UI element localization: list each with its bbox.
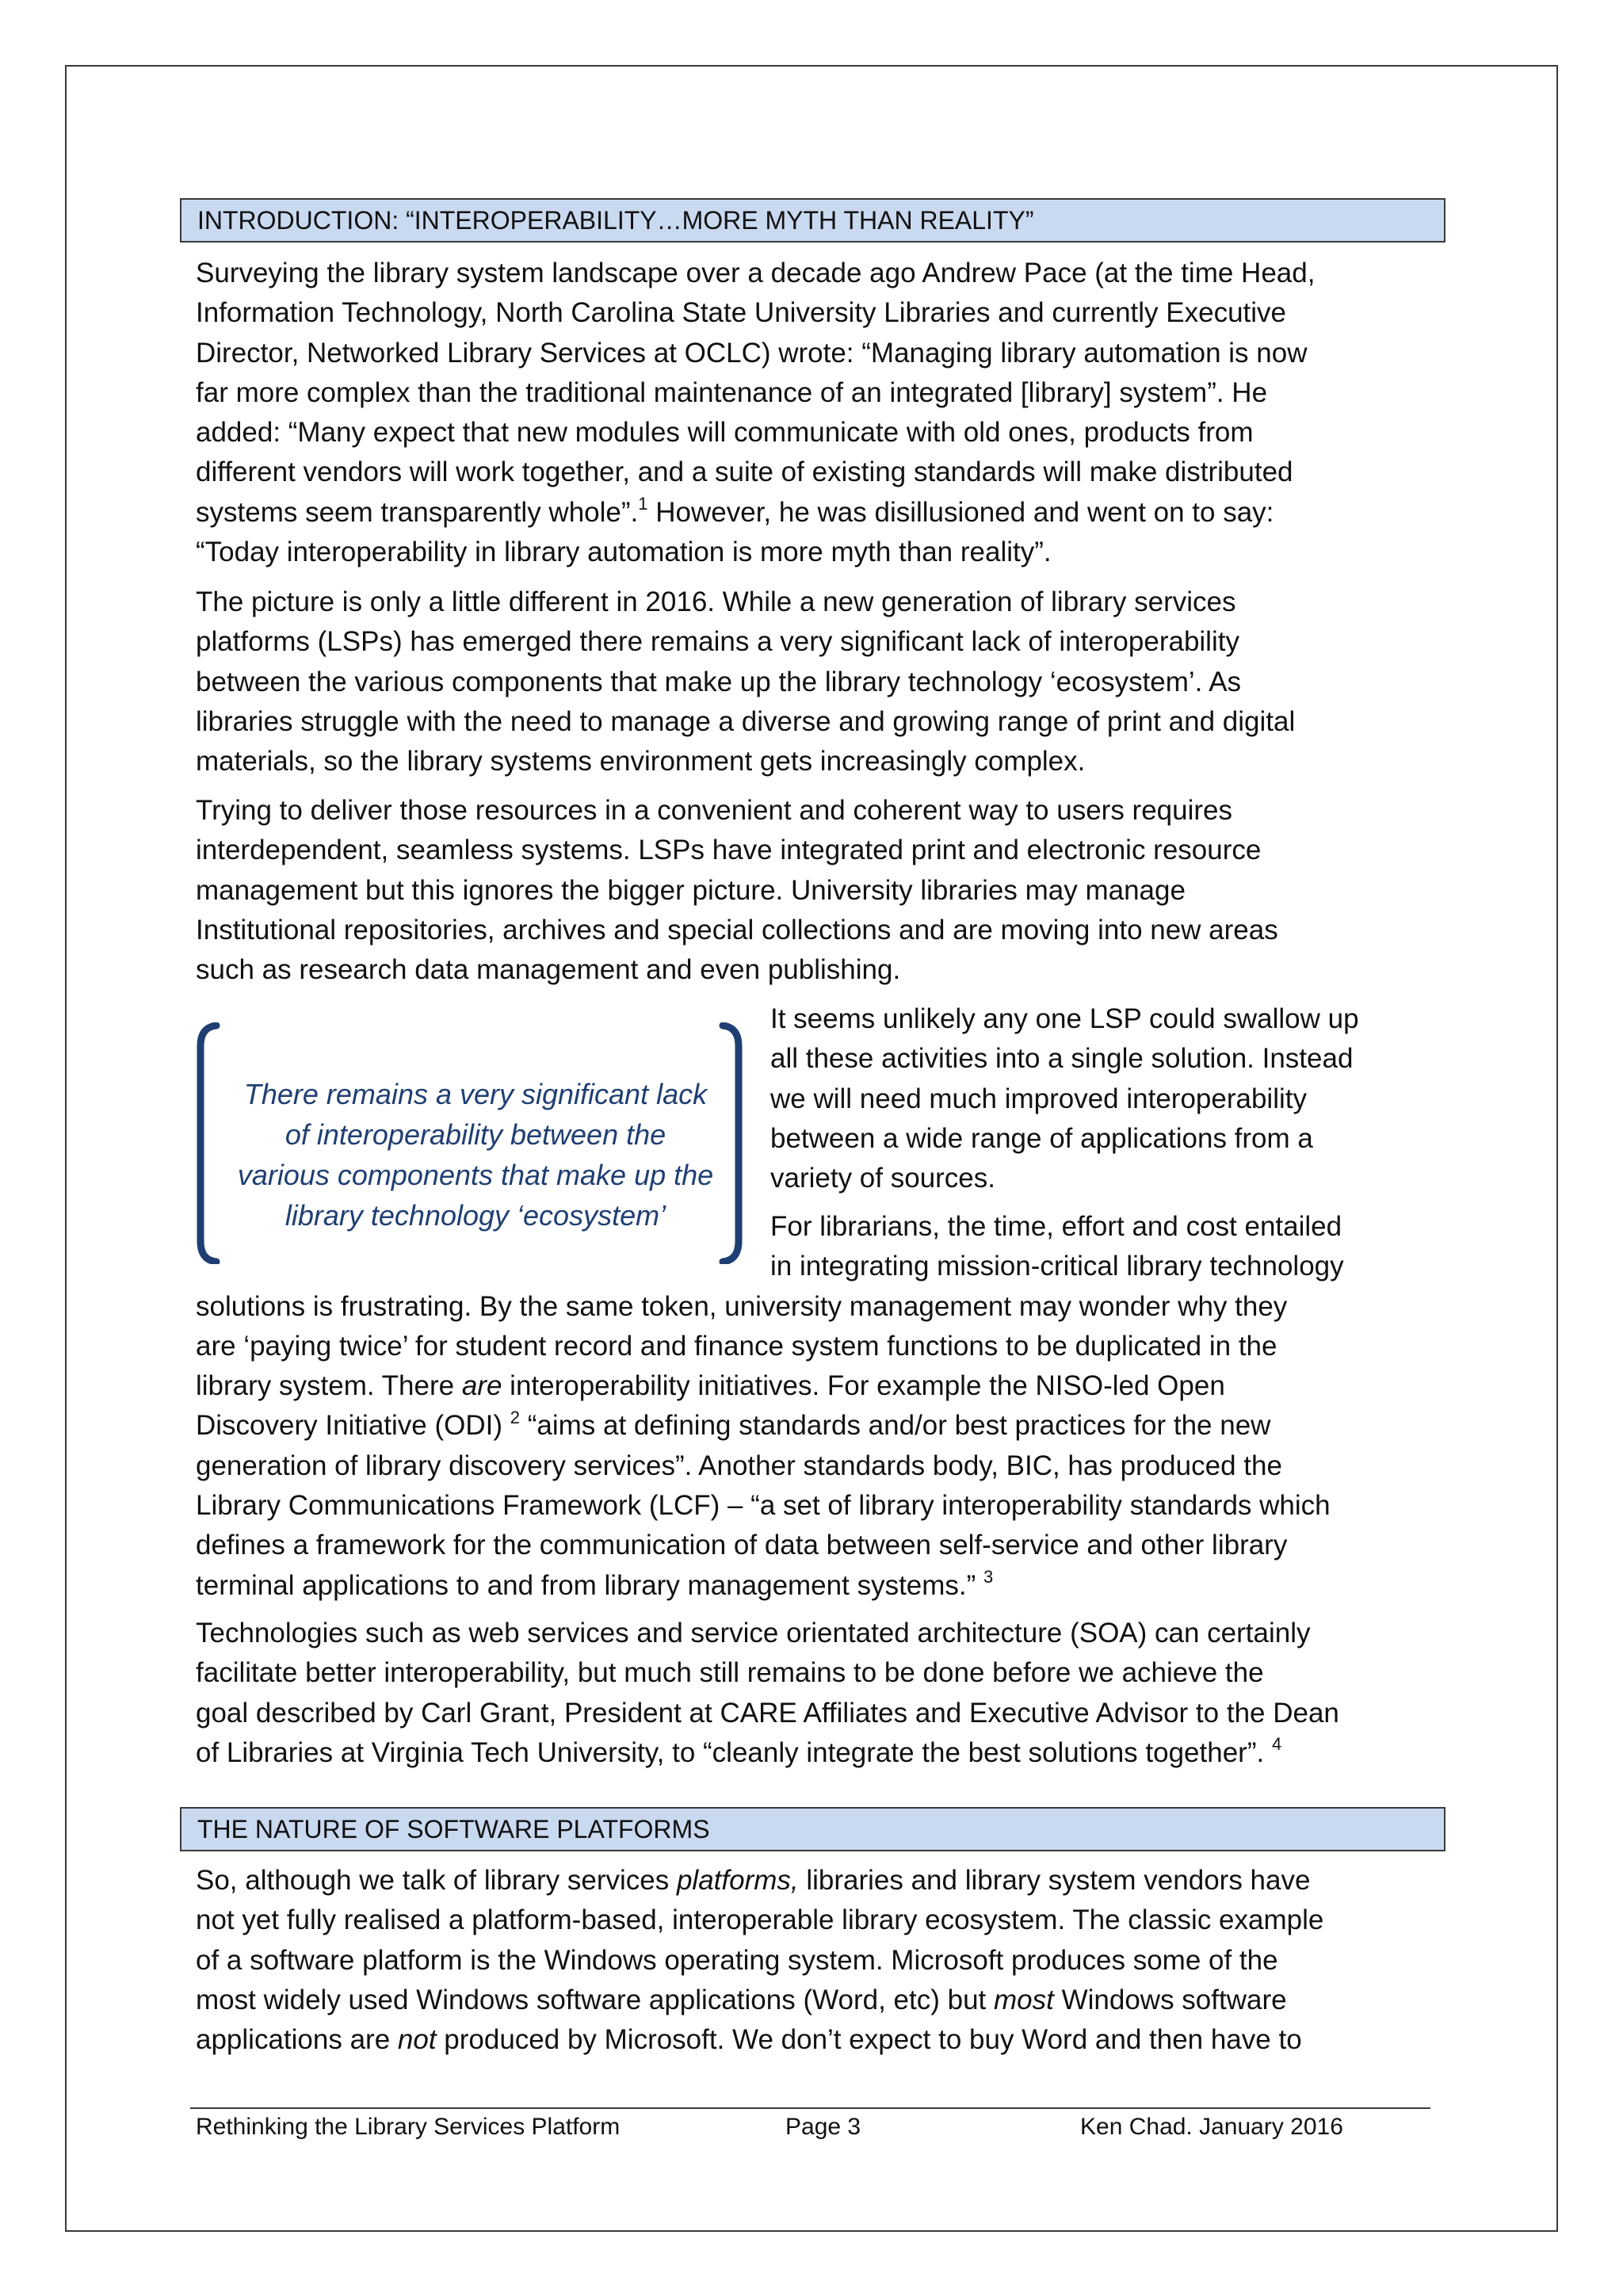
text-line: [196, 2020, 1448, 2060]
text-segment: Windows software: [1053, 1984, 1287, 2015]
footnote-ref-3[interactable]: 3: [983, 1567, 994, 1587]
text-line: generation of library discovery services”. Another standards body, BIC, has produced the: [196, 1450, 1282, 1481]
text-line: not yet fully realised a platform-based, interoperable library ecosystem. The classic example: [196, 1904, 1324, 1936]
footer-author-date: Ken Chad. January 2016: [1080, 2114, 1343, 2140]
text-line: “Today interoperability in library automation is more myth than reality”.: [196, 537, 1052, 568]
text-line: [196, 1406, 1448, 1446]
text-line: Trying to deliver those resources in a convenient and coherent way to users requires: [196, 795, 1233, 826]
paragraph-librarians: [196, 1207, 1448, 1606]
paragraph-technologies: [196, 1614, 1448, 1773]
paragraph-software-platforms: [196, 1861, 1448, 2060]
text-line: defines a framework for the communication of data between self-service and other library: [196, 1530, 1288, 1561]
paragraph-intro: [196, 254, 1448, 572]
text-line: between the various components that make up the library technology ‘ecosystem’. As: [196, 666, 1242, 697]
section-heading-software-platforms: THE NATURE OF SOFTWARE PLATFORMS: [180, 1807, 1445, 1851]
text-segment: produced by Microsoft. We don’t expect to buy Word and then have to: [436, 2024, 1302, 2056]
text-line: Director, Networked Library Services at OCLC) wrote: “Managing library automation is now: [196, 337, 1308, 369]
text-segment: most widely used Windows software applications (Word, etc) but: [196, 1984, 994, 2015]
quote-line: of interoperability between the: [285, 1118, 666, 1151]
text-segment: Discovery Initiative (ODI): [196, 1410, 510, 1442]
text-line: [196, 1733, 1448, 1773]
text-line: [196, 493, 1448, 533]
text-segment: So, although we talk of library services: [196, 1865, 677, 1896]
text-line: of a software platform is the Windows operating system. Microsoft produces some of the: [196, 1944, 1278, 1976]
text-line: such as research data management and even publishing.: [196, 954, 901, 986]
text-line: Technologies such as web services and service orientated architecture (SOA) can certainly: [196, 1618, 1311, 1648]
text-line: we will need much improved interoperability: [770, 1083, 1307, 1114]
text-line: variety of sources.: [770, 1163, 995, 1194]
text-segment: “aims at defining standards and/or best practices for the new: [520, 1410, 1271, 1442]
text-segment: interoperability initiatives. For example the NISO-led Open: [502, 1370, 1225, 1402]
paragraph-swallow-up: [770, 999, 1452, 1198]
text-line: added: “Many expect that new modules will communicate with old ones, products from: [196, 417, 1254, 449]
text-line: between a wide range of applications from a: [770, 1122, 1313, 1154]
quote-line: library technology ‘ecosystem’: [285, 1199, 666, 1232]
text-segment: libraries and library system vendors have: [798, 1865, 1311, 1896]
text-segment: terminal applications to and from library management systems.”: [196, 1569, 984, 1601]
text-line: Library Communications Framework (LCF) – “a set of library interoperability standards which: [196, 1490, 1331, 1522]
text-line: solutions is frustrating. By the same token, university management may wonder why they: [196, 1290, 1288, 1322]
text-line: all these activities into a single solution. Instead: [770, 1043, 1354, 1075]
footer-document-title: Rethinking the Library Services Platform: [196, 2114, 621, 2140]
text-segment: systems seem transparently whole”.: [196, 496, 639, 528]
text-line: platforms (LSPs) has emerged there remains a very significant lack of interoperability: [196, 626, 1239, 658]
text-line: far more complex than the traditional maintenance of an integrated [library] system”. He: [196, 376, 1268, 408]
paragraph-picture-2016: [196, 583, 1448, 781]
footnote-ref-2[interactable]: 2: [510, 1407, 520, 1427]
section-heading-introduction: INTRODUCTION: “INTEROPERABILITY…MORE MYTH THAN REALITY”: [180, 198, 1445, 243]
text-segment: library system. There: [196, 1370, 462, 1402]
footer-divider: [190, 2107, 1430, 2109]
text-line: [196, 1981, 1448, 2020]
text-line: facilitate better interoperability, but much still remains to be done before we achieve the: [196, 1657, 1264, 1689]
text-segment: However, he was disillusioned and went on to say:: [647, 496, 1274, 528]
text-segment: applications are: [196, 2024, 398, 2056]
emphasis: not: [397, 2024, 437, 2056]
text-line: [196, 1566, 1448, 1606]
text-line: goal described by Carl Grant, President at CARE Affiliates and Executive Advisor to the Dean: [196, 1697, 1339, 1729]
emphasis: platforms,: [676, 1865, 799, 1896]
text-line: [196, 1366, 1448, 1406]
text-line: Institutional repositories, archives and special collections and are moving into new areas: [196, 914, 1278, 946]
paragraph-delivering-resources: [196, 791, 1448, 990]
emphasis: most: [994, 1984, 1054, 2015]
text-line: The picture is only a little different in 2016. While a new generation of library services: [196, 586, 1236, 617]
text-line: [196, 1861, 1448, 1901]
text-line: libraries struggle with the need to manage a diverse and growing range of print and digital: [196, 705, 1296, 737]
text-line: management but this ignores the bigger picture. University libraries may manage: [196, 874, 1186, 906]
footnote-ref-4[interactable]: 4: [1271, 1734, 1282, 1755]
text-line: are ‘paying twice’ for student record and finance system functions to be duplicated in the: [196, 1330, 1277, 1362]
quote-line: various components that make up the: [237, 1159, 714, 1191]
text-segment: of Libraries at Virginia Tech University, to “cleanly integrate the best solutions together”.: [196, 1736, 1272, 1768]
text-line: interdependent, seamless systems. LSPs have integrated print and electronic resource: [196, 835, 1262, 866]
text-line: Surveying the library system landscape over a decade ago Andrew Pace (at the time Head,: [196, 258, 1316, 288]
quote-line: There remains a very significant lack: [243, 1078, 708, 1110]
footnote-ref-1[interactable]: 1: [638, 494, 648, 514]
text-line: in integrating mission-critical library technology: [770, 1251, 1344, 1282]
text-line: different vendors will work together, and a suite of existing standards will make distributed: [196, 457, 1293, 488]
emphasis: are: [461, 1370, 502, 1402]
text-line: Information Technology, North Carolina State University Libraries and currently Executive: [196, 297, 1287, 329]
text-line: For librarians, the time, effort and cost entailed: [770, 1211, 1342, 1242]
text-line: materials, so the library systems environment gets increasingly complex.: [196, 746, 1086, 777]
footer-page-number: Page 3: [785, 2114, 861, 2140]
text-line: It seems unlikely any one LSP could swallow up: [770, 1003, 1359, 1034]
